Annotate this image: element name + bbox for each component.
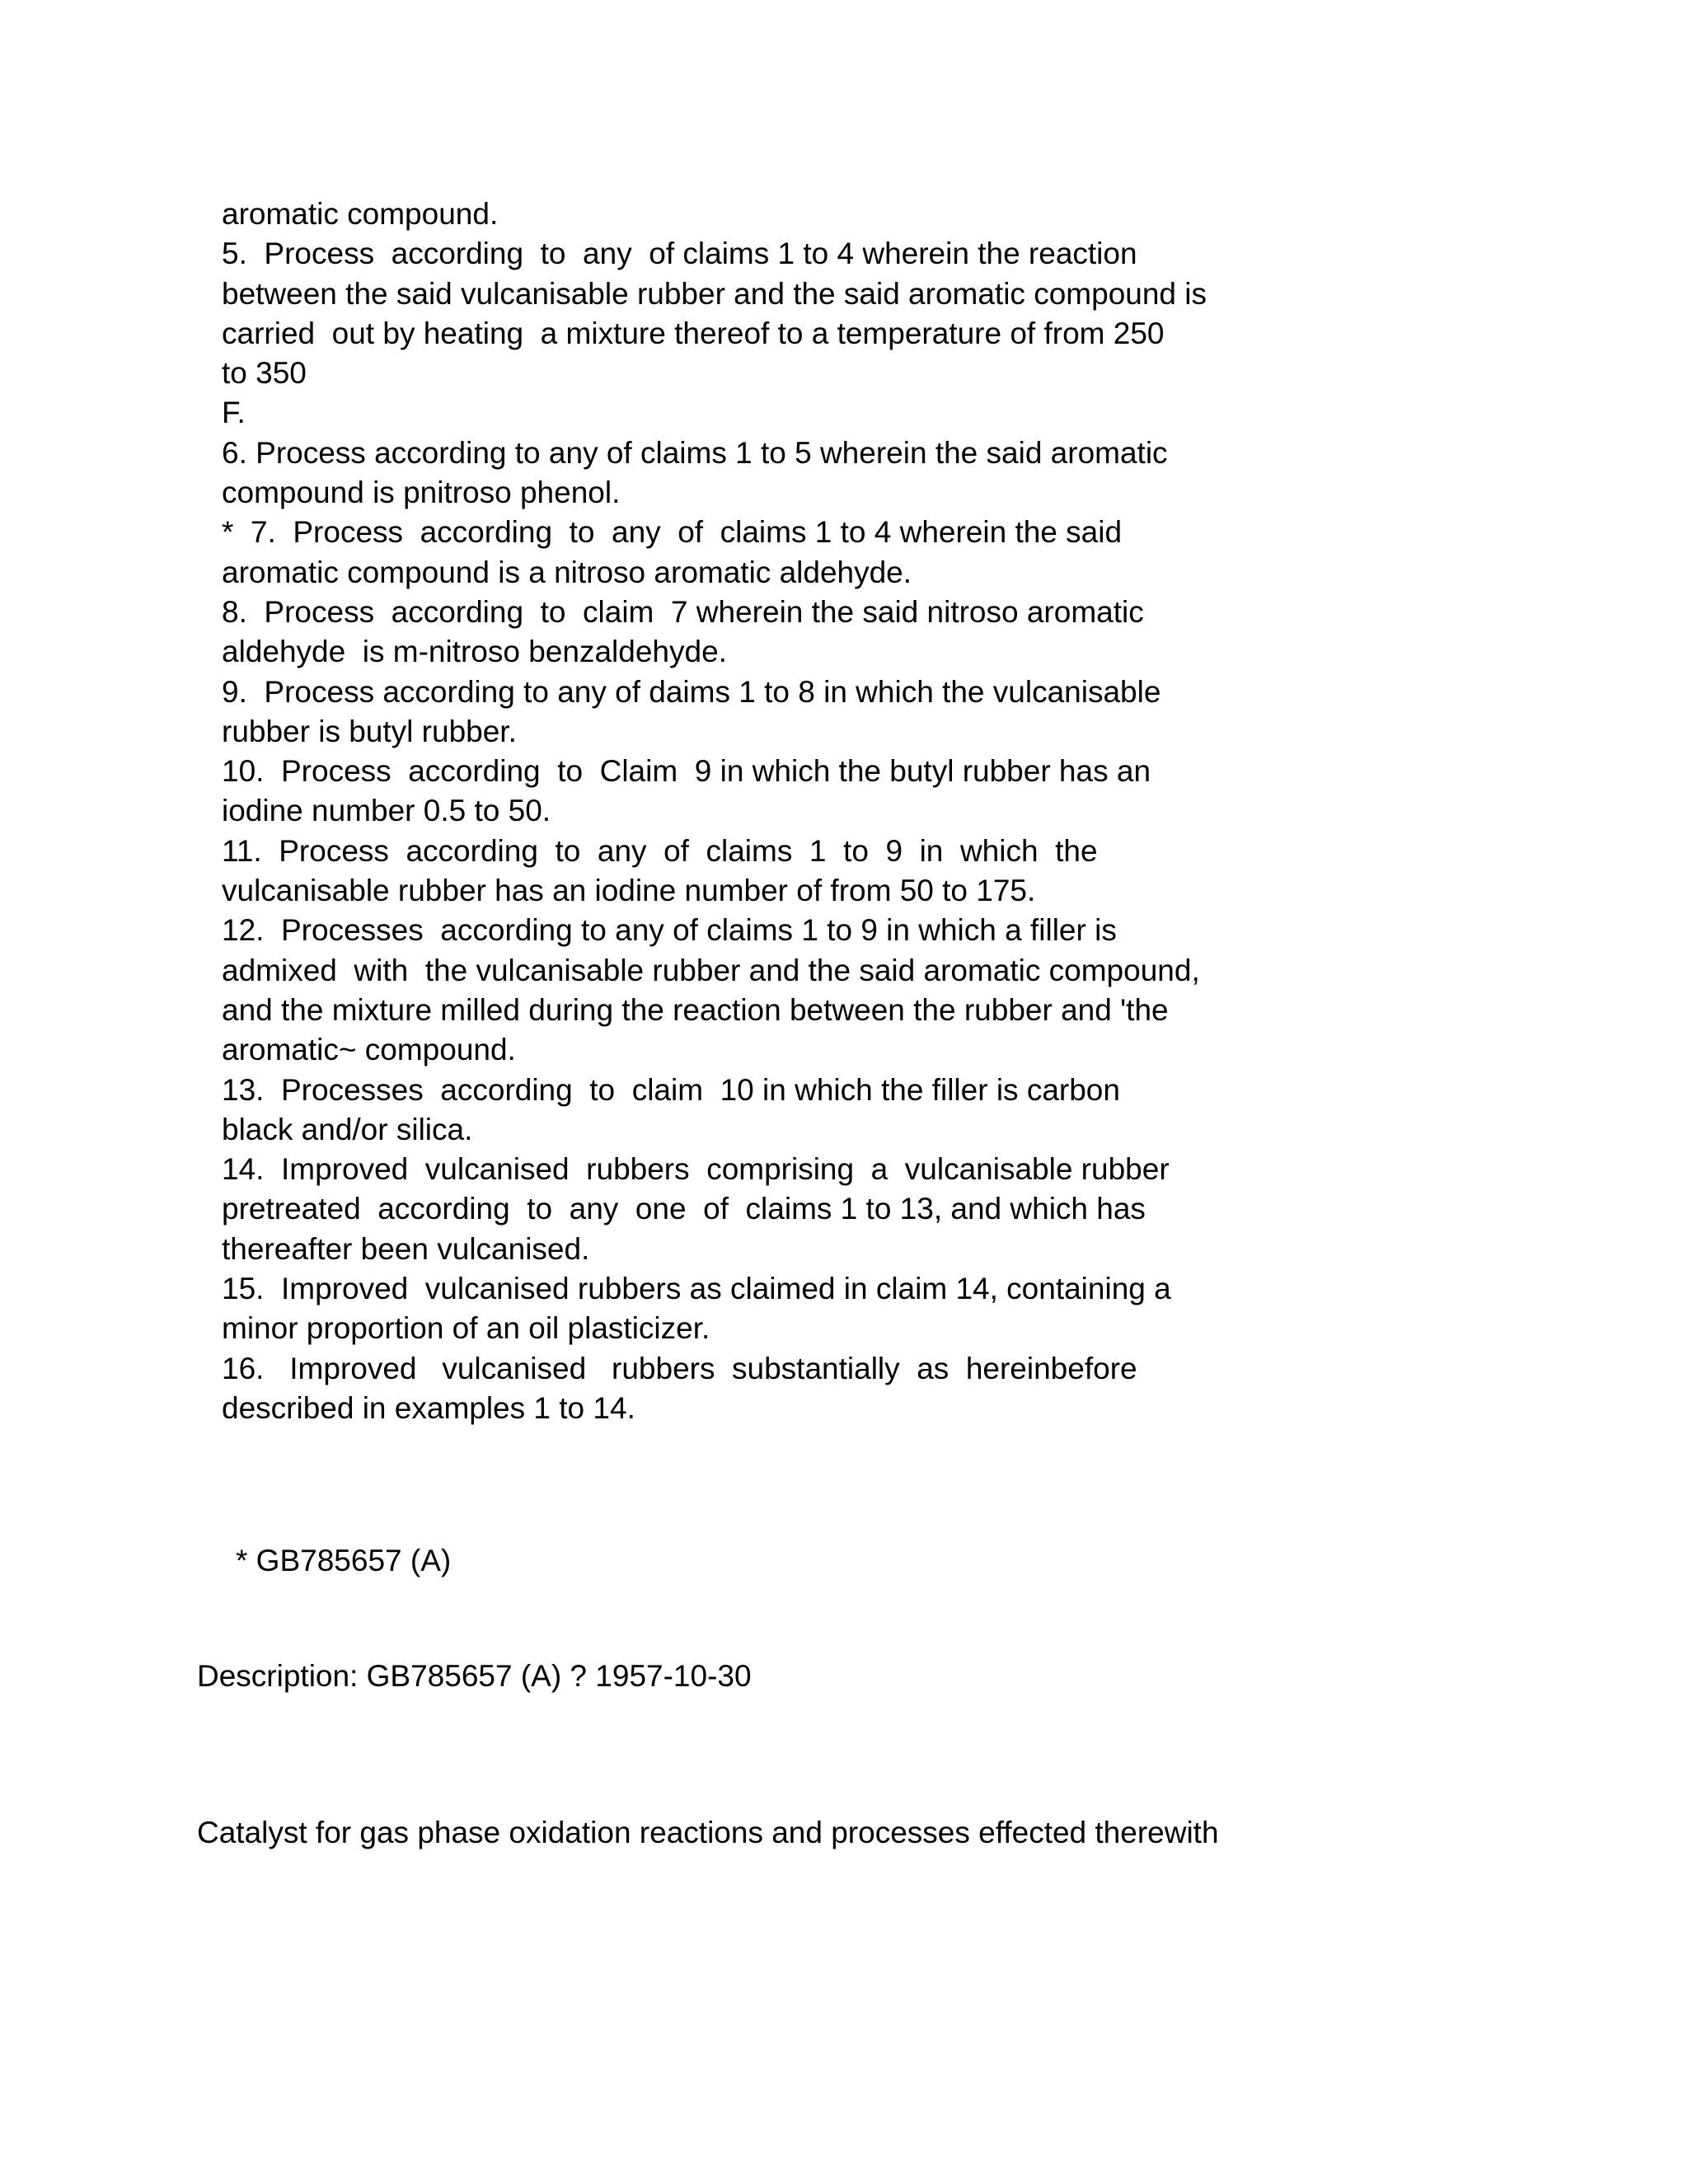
claims-line: between the said vulcanisable rubber and the said aromatic compound is	[222, 276, 1207, 311]
claims-line: 11. Process according to any of claims 1 to 9 in which the	[222, 833, 1098, 868]
claims-line: 5. Process according to any of claims 1 to 4 wherein the reaction	[222, 237, 1137, 271]
claims-line: aromatic~ compound.	[222, 1033, 516, 1067]
claims-line: aromatic compound is a nitroso aromatic aldehyde.	[222, 555, 912, 589]
claims-line: pretreated according to any one of claims 1 to 13, and which has	[222, 1192, 1146, 1226]
claims-line: 15. Improved vulcanised rubbers as claimed in claim 14, containing a	[222, 1272, 1171, 1306]
claims-line: aromatic compound.	[222, 197, 499, 231]
claims-line: 9. Process according to any of daims 1 to 8 in which the vulcanisable	[222, 674, 1161, 709]
claims-text-block	[222, 194, 1293, 1428]
claims-line: iodine number 0.5 to 50.	[222, 794, 551, 828]
claims-line: compound is pnitroso phenol.	[222, 476, 621, 510]
description-heading: Description: GB785657 (A) ? 1957-10-30	[197, 1659, 752, 1693]
claims-line: described in examples 1 to 14.	[222, 1390, 635, 1425]
claims-line: black and/or silica.	[222, 1112, 473, 1146]
claims-line: thereafter been vulcanised.	[222, 1231, 590, 1266]
claims-line: 13. Processes according to claim 10 in which the filler is carbon	[222, 1072, 1120, 1107]
claims-line: rubber is butyl rubber.	[222, 714, 517, 748]
claims-line: minor proportion of an oil plasticizer.	[222, 1311, 710, 1346]
claims-line: aldehyde is m-nitroso benzaldehyde.	[222, 635, 727, 669]
claims-line: and the mixture milled during the reaction between the rubber and 'the	[222, 992, 1169, 1027]
claims-line: 14. Improved vulcanised rubbers comprising a vulcanisable rubber	[222, 1152, 1170, 1187]
claims-line: 10. Process according to Claim 9 in which the butyl rubber has an	[222, 754, 1151, 789]
claims-line: to 350	[222, 356, 307, 391]
claims-line: * 7. Process according to any of claims 1 to 4 wherein the said	[222, 515, 1123, 550]
claims-line: carried out by heating a mixture thereof to a temperature of from 250	[222, 316, 1165, 350]
claims-line: 16. Improved vulcanised rubbers substantially as hereinbefore	[222, 1351, 1137, 1385]
patent-reference: * GB785657 (A)	[236, 1544, 452, 1577]
claims-line: admixed with the vulcanisable rubber and the said aromatic compound,	[222, 953, 1200, 987]
claims-line: 6. Process according to any of claims 1 to 5 wherein the said aromatic	[222, 435, 1168, 470]
claims-line: 8. Process according to claim 7 wherein the said nitroso aromatic	[222, 594, 1144, 629]
claims-line: 12. Processes according to any of claims 1 to 9 in which a filler is	[222, 913, 1117, 948]
claims-line: F.	[222, 396, 246, 430]
patent-title: Catalyst for gas phase oxidation reactions and processes effected therewith	[197, 1816, 1219, 1849]
claims-line: vulcanisable rubber has an iodine number of from 50 to 175.	[222, 874, 1036, 908]
